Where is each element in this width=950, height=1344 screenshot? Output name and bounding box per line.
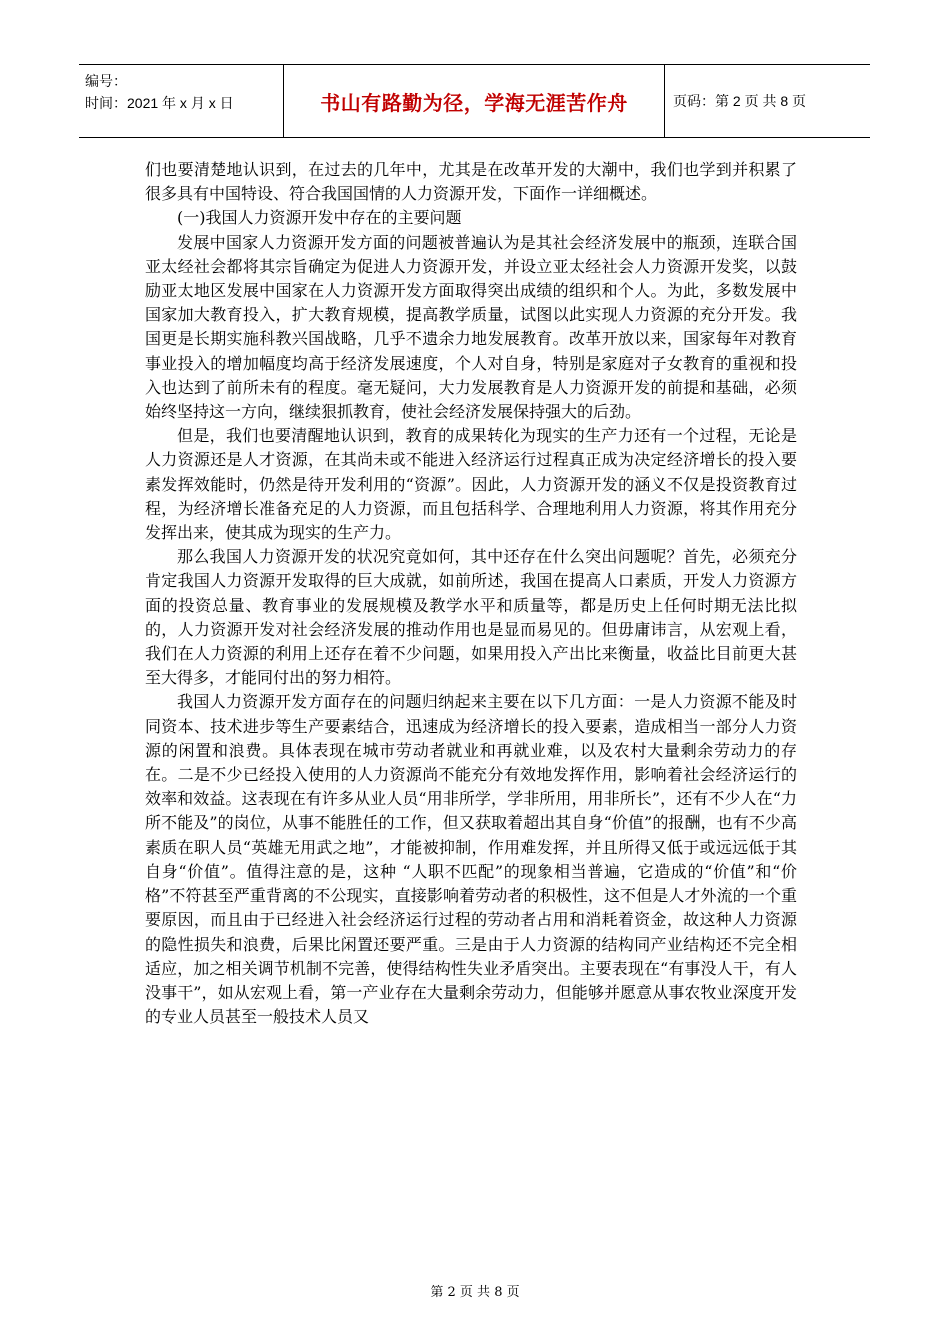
paragraph-continued: 们也要清楚地认识到，在过去的几年中，尤其是在改革开发的大潮中，我们也学到并积累了很多具有中国特设、符合我国国情的人力资源开发，下面作一详细概述。	[145, 160, 797, 204]
document-number-label: 编号：	[85, 73, 127, 89]
paragraph: 但是，我们也要清醒地认识到，教育的成果转化为现实的生产力还有一个过程，无论是人力资源还是人才资源，在其尚未或不能进入经济运行过程真正成为决定经济增长的投入要素发挥效能时，仍然是待开发利用的“资源”。因此，人力资源开发的涵义不仅是投资教育过程，为经济增长准备充足的人力资源，而且包括科学、合理地利用人力资源，将其作用充分发挥出来，使其成为现实的生产力。	[145, 426, 797, 543]
document-body	[145, 158, 797, 1029]
section-heading: (一)我国人力资源开发中存在的主要问题	[177, 208, 462, 228]
paragraph: 发展中国家人力资源开发方面的问题被普遍认为是其社会经济发展中的瓶颈，连联合国亚太经社会都将其宗旨确定为促进人力资源开发，并设立亚太经社会人力资源开发奖，以鼓励亚太地区发展中国家在人力资源开发方面取得突出成绩的组织和个人。为此，多数发展中国家加大教育投入，扩大教育规模，提高教学质量，试图以此实现人力资源的充分开发。我国更是长期实施科教兴国战略，几乎不遗余力地发展教育。改革开放以来，国家每年对教育事业投入的增加幅度均高于经济发展速度，个人对自身，特别是家庭对子女教育的重视和投入也达到了前所未有的程度。毫无疑问，大力发展教育是人力资源开发的前提和基础，必须始终坚持这一方向，继续狠抓教育，使社会经济发展保持强大的后劲。	[145, 232, 797, 422]
document-date-label: 时间：2021 年 x 月 x 日	[85, 95, 234, 111]
paragraph: 我国人力资源开发方面存在的问题归纳起来主要在以下几方面：一是人力资源不能及时同资本、技术进步等生产要素结合，迅速成为经济增长的投入要素，造成相当一部分人力资源的闲置和浪费。具体表现在城市劳动者就业和再就业难，以及农村大量剩余劳动力的存在。二是不少已经投入使用的人力资源尚不能充分有效地发挥作用，影响着社会经济运行的效率和效益。这表现在有许多从业人员“用非所学，学非所用，用非所长”，还有不少人在“力所不能及”的岗位，从事不能胜任的工作，但又获取着超出其自身“价值”的报酬，也有不少高素质在职人员“英雄无用武之地”，才能被抑制，作用难发挥，并且所得又低于或远远低于其自身“价值”。值得注意的是，这种 “人职不匹配”的现象相当普遍，它造成的“价值”和“价格”不符甚至严重背离的不公现实，直接影响着劳动者的积极性，这不但是人才外流的一个重要原因，而且由于已经进入社会经济运行过程的劳动者占用和消耗着资金，故这种人力资源的隐性损失和浪费，后果比闲置还要严重。三是由于人力资源的结构同产业结构还不完全相适应，加之相关调节机制不完善，使得结构性失业矛盾突出。主要表现在“有事没人干，有人没事干”，如从宏观上看，第一产业存在大量剩余劳动力，但能够并愿意从事农牧业深度开发的专业人员甚至一般技术人员又	[145, 692, 797, 1027]
header-page-info: 页码：第 2 页 共 8 页	[673, 93, 807, 109]
page-footer: 第 2 页 共 8 页	[430, 1285, 520, 1300]
page-header	[79, 64, 870, 138]
header-motto-cell	[284, 65, 665, 137]
paragraph: 那么我国人力资源开发的状况究竟如何，其中还存在什么突出问题呢？首先，必须充分肯定我国人力资源开发取得的巨大成就，如前所述，我国在提高人口素质，开发人力资源方面的投资总量、教育事业的发展规模及教学水平和质量等，都是历史上任何时期无法比拟的，人力资源开发对社会经济发展的推动作用也是显而易见的。但毋庸讳言，从宏观上看，我们在人力资源的利用上还存在着不少问题，如果用投入产出比来衡量，收益比目前更大甚至大得多，才能同付出的努力相符。	[145, 547, 797, 688]
header-meta-cell	[79, 65, 284, 137]
header-motto: 书山有路勤为径，学海无涯苦作舟	[320, 90, 628, 115]
header-page-cell	[665, 65, 870, 137]
